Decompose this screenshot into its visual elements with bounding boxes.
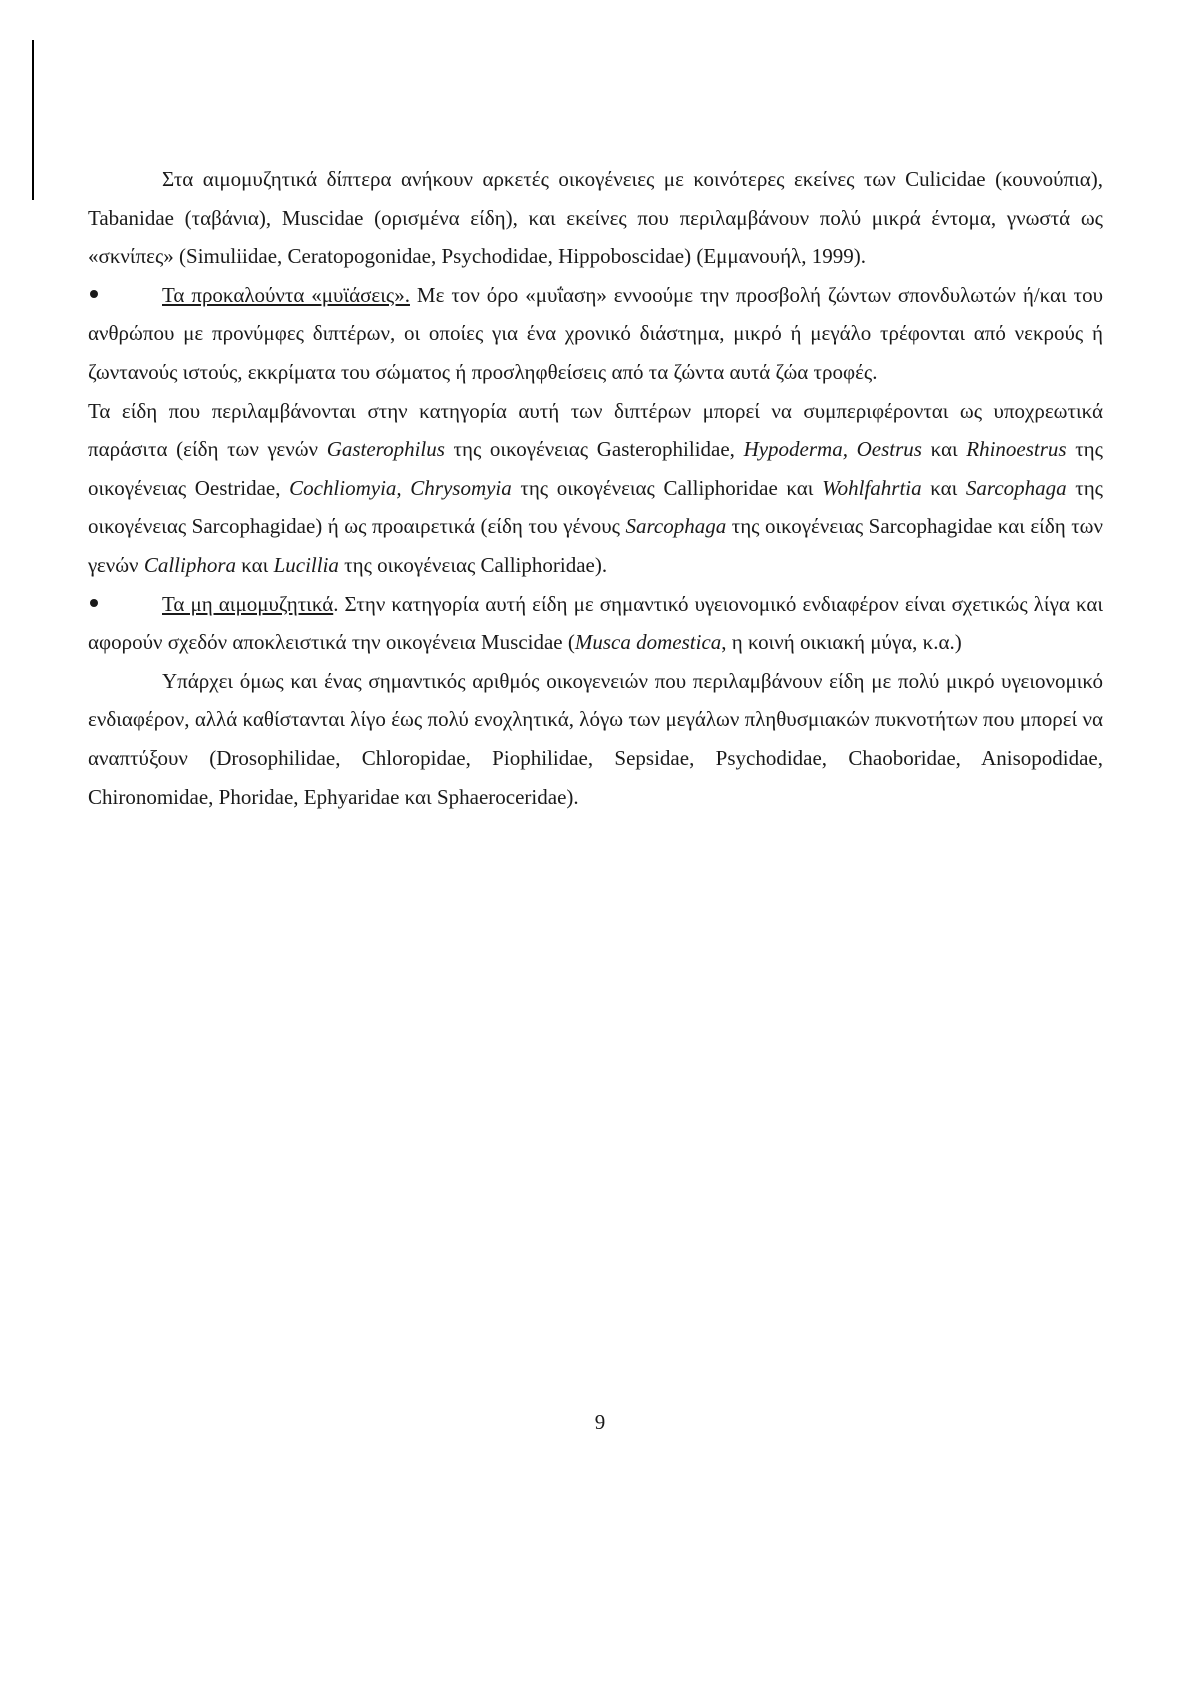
genus-name: Calliphora (143, 552, 236, 577)
text-run: της οικογένειας Gasterophilidae, (444, 437, 744, 462)
text-run: της οικογένειας Sarcophagidae) ή ως προαιρετικά (είδη του γένους (88, 475, 1103, 539)
bullet-icon (90, 290, 98, 298)
text-run: Τα είδη που περιλαμβάνονται στην κατηγορία αυτή των διπτέρων μπορεί να συμπεριφέρονται ως υποχρεωτικά παράσιτα (είδη των γενών (88, 398, 1103, 462)
genus-name: Gasterophilus (326, 437, 445, 462)
bullet-myiasis (88, 276, 1103, 392)
paragraph-nuisance-families: Υπάρχει όμως και ένας σημαντικός αριθμός οικογενειών που περιλαμβάνουν είδη με πολύ μικρό υγειονομικό ενδιαφέρον, αλλά καθίστανται λίγο έως πολύ ενοχλητικά, λόγω των μεγάλων πληθυσμιακών πυκνοτήτων που μπορεί να αναπτύξουν (Drosophilidae, Chloropidae, Piophilidae, Sepsidae, Psychodidae, Chaoboridae, Anisopodidae, Chironomidae, Phoridae, Ephyaridae και Sphaeroceridae). (88, 668, 1103, 809)
species-name: Musca domestica (574, 630, 722, 655)
page-body (88, 160, 1103, 816)
genus-name: Cochliomyia, Chrysomyia (289, 475, 512, 500)
scan-margin-line (32, 40, 34, 200)
genus-name: Hypoderma, Oestrus (743, 437, 922, 462)
text-run: της οικογένειας Oestridae, (88, 437, 1103, 500)
bullet-myiasis-heading: Τα προκαλούντα «μυϊάσεις». (162, 282, 410, 307)
bullet-non-bloodsucking (88, 585, 1103, 662)
genus-name: Lucillia (273, 552, 339, 577)
bullet-myiasis-text: Με τον όρο «μυΐαση» εννοούμε την προσβολή ζώντων σπονδυλωτών ή/και του ανθρώπου με προνύμφες διπτέρων, οι οποίες για ένα χρονικό διάστημα, μικρό ή μεγάλο τρέφονται από νεκρούς ή ζωντανούς ιστούς, εκκρίματα του σώματος ή προσληφθείσεις από τα ζώντα αυτά ζώα τροφές. (88, 282, 1103, 384)
text-run: της οικογένειας Calliphoridae και (511, 475, 823, 500)
genus-name: Rhinoestrus (966, 437, 1067, 462)
text-run: της οικογένειας Sarcophagidae και είδη των γενών (88, 514, 1103, 577)
paragraph-species (88, 392, 1103, 585)
page-number: 9 (594, 1410, 606, 1434)
genus-name: Sarcophaga (625, 514, 727, 539)
bullet-non-bloodsucking-heading: Τα μη αιμομυζητικά (162, 591, 334, 616)
text-run: , η κοινή οικιακή μύγα, κ.α.) (721, 630, 962, 655)
text-run: της οικογένειας Calliphoridae). (338, 552, 608, 577)
bullet-icon (90, 599, 98, 607)
genus-name: Sarcophaga (965, 475, 1067, 500)
text-run: . Στην κατηγορία αυτή είδη με σημαντικό υγειονομικό ενδιαφέρον είναι σχετικώς λίγα και αφορούν σχεδόν αποκλειστικά την οικογένεια Muscidae ( (88, 591, 1103, 655)
genus-name: Wohlfahrtia (822, 475, 922, 500)
text-run: και (921, 475, 966, 500)
paragraph-intro: Στα αιμομυζητικά δίπτερα ανήκουν αρκετές οικογένειες με κοινότερες εκείνες των Culicidae (κουνούπια), Tabanidae (ταβάνια), Muscidae (ορισμένα είδη), και εκείνες που περιλαμβάνουν πολύ μικρά έντομα, γνωστά ως «σκνίπες» (Simuliidae, Ceratopogonidae, Psychodidae, Hippoboscidae) (Εμμανουήλ, 1999). (88, 167, 1103, 269)
text-run: και (236, 552, 274, 577)
text-run: και (921, 437, 967, 462)
